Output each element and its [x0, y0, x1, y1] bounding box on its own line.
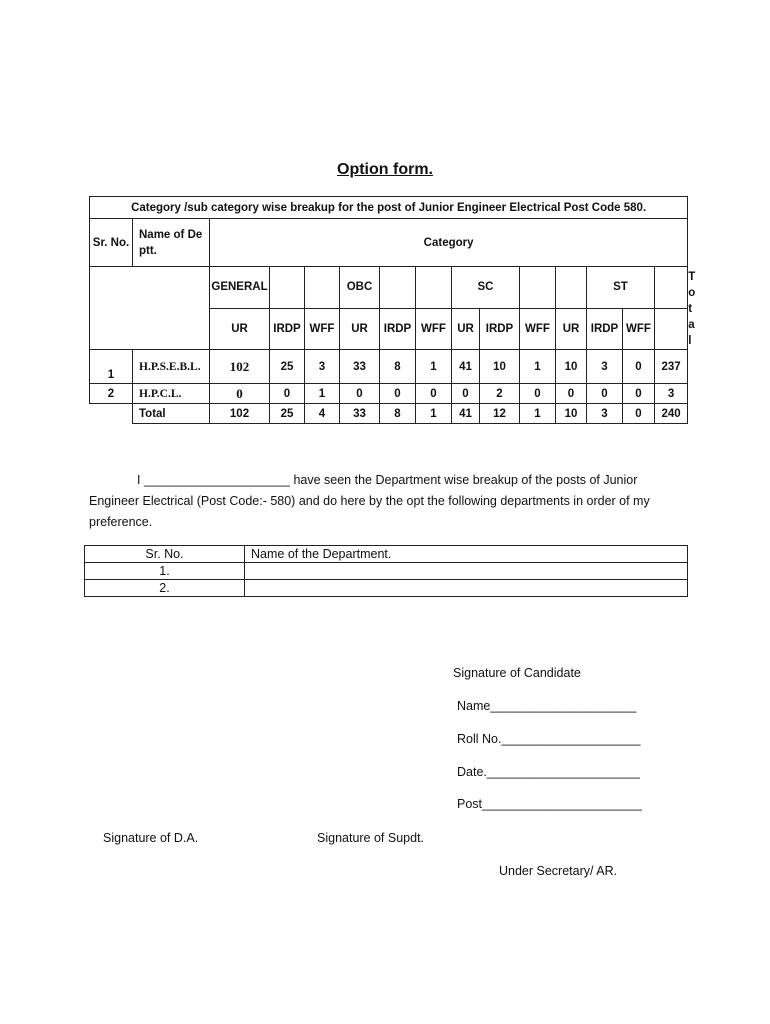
row-value: 102: [210, 404, 270, 424]
row-value: 1: [416, 404, 452, 424]
preference-sr: 1.: [85, 563, 245, 580]
declaration-paragraph: [89, 470, 689, 533]
header-dept-name: Name of Deptt.: [133, 219, 210, 267]
preference-dept-field[interactable]: [245, 580, 688, 597]
row-value: 25: [270, 404, 305, 424]
subheader-cell: UR: [452, 308, 480, 350]
row-value: 25: [270, 350, 305, 384]
declaration-text: have seen the Department wise breakup of the posts of Junior Engineer Electrical (Post Code:- 580) and do here by the opt the following departments in order of my preference.: [89, 473, 650, 529]
subheader-cell: WFF: [416, 308, 452, 350]
preference-dept-field[interactable]: [245, 563, 688, 580]
row-value: 33: [340, 404, 380, 424]
row-total: 3: [655, 384, 688, 404]
row-value: 8: [380, 404, 416, 424]
roll-no-field[interactable]: Roll No.____________________: [457, 732, 641, 746]
subheader-cell: IRDP: [480, 308, 520, 350]
subheader-cell: WFF: [305, 308, 340, 350]
row-dept: Total: [133, 404, 210, 424]
category-breakup-table: Category /sub category wise breakup for the post of Junior Engineer Electrical Post Code 580. Sr. No. Name of Deptt. Category GENERAL OBC SC ST Total UR IRDP WFF UR IRDP WFF UR IRDP WFF UR IRDP WFF 1 H.P.S.E.B.L. 102 25 3 33 8 1 41 10 1 10 3 0 237 2 H.P.C.L. 0 0 1 0 0 0 0 2 0 0 0 0 3 Total 102 25 4 33 8 1 41 12 1 10 3 0 240: [89, 196, 688, 424]
name-field[interactable]: Name_____________________: [457, 699, 637, 713]
row-value: 0: [556, 384, 587, 404]
header-department-name: Name of the Department.: [245, 546, 688, 563]
subheader-cell: IRDP: [380, 308, 416, 350]
signature-of-candidate: Signature of Candidate: [453, 666, 581, 680]
table-row: [90, 350, 688, 384]
row-dept: H.P.C.L.: [133, 384, 210, 404]
row-value: 1: [305, 384, 340, 404]
row-value: 41: [452, 350, 480, 384]
department-preference-table: [84, 545, 688, 597]
row-value: 0: [380, 384, 416, 404]
under-secretary-label: Under Secretary/ AR.: [499, 864, 618, 878]
row-value: 2: [480, 384, 520, 404]
row-value: 3: [587, 404, 623, 424]
row-value: 8: [380, 350, 416, 384]
row-value: 0: [623, 404, 655, 424]
row-value: 3: [587, 350, 623, 384]
row-value: 10: [556, 404, 587, 424]
subheader-cell: UR: [556, 308, 587, 350]
date-field[interactable]: Date.______________________: [457, 765, 640, 779]
signature-of-supdt: Signature of Supdt.: [317, 831, 425, 845]
subheader-cell: IRDP: [587, 308, 623, 350]
group-obc: OBC: [340, 267, 380, 309]
row-value: 0: [452, 384, 480, 404]
group-st: ST: [587, 267, 655, 309]
header-blank-cell: [90, 267, 210, 350]
row-sr: 2: [90, 384, 133, 404]
subheader-cell: IRDP: [270, 308, 305, 350]
row-value: 0: [520, 384, 556, 404]
row-value: 41: [452, 404, 480, 424]
group-general: GENERAL: [210, 267, 270, 309]
row-value: 0: [623, 384, 655, 404]
row-sr: 1: [90, 350, 133, 384]
table-row: [85, 563, 688, 580]
header-sr-no: Sr. No.: [90, 219, 133, 267]
preference-sr: 2.: [85, 580, 245, 597]
page-title: Option form.: [337, 161, 433, 178]
post-field[interactable]: Post_______________________: [457, 797, 642, 811]
subheader-cell: UR: [340, 308, 380, 350]
row-dept: H.P.S.E.B.L.: [133, 350, 210, 384]
row-value: 1: [416, 350, 452, 384]
row-total: 240: [655, 404, 688, 424]
subheader-cell: WFF: [623, 308, 655, 350]
row-value: 3: [305, 350, 340, 384]
table-row: [90, 384, 688, 404]
table-row: [85, 580, 688, 597]
row-value: 102: [210, 350, 270, 384]
row-value: 0: [340, 384, 380, 404]
row-value: 0: [270, 384, 305, 404]
table-caption: Category /sub category wise breakup for the post of Junior Engineer Electrical Post Code 580.: [90, 197, 688, 219]
row-value: 1: [520, 350, 556, 384]
row-value: 4: [305, 404, 340, 424]
row-value: 0: [623, 350, 655, 384]
candidate-name-blank[interactable]: _____________________: [143, 473, 290, 487]
row-value: 0: [587, 384, 623, 404]
subheader-cell: WFF: [520, 308, 556, 350]
row-value: 1: [520, 404, 556, 424]
header-category: Category: [210, 219, 688, 267]
header-sr-no: Sr. No.: [85, 546, 245, 563]
row-value: 0: [210, 384, 270, 404]
row-value: 12: [480, 404, 520, 424]
row-sr: [90, 404, 133, 424]
table-row: [90, 404, 688, 424]
declaration-prefix: I: [137, 473, 141, 487]
signature-of-da: Signature of D.A.: [103, 831, 199, 845]
row-value: 10: [556, 350, 587, 384]
group-sc: SC: [452, 267, 520, 309]
row-value: 33: [340, 350, 380, 384]
subheader-cell: UR: [210, 308, 270, 350]
row-total: 237: [655, 350, 688, 384]
row-value: 0: [416, 384, 452, 404]
row-value: 10: [480, 350, 520, 384]
